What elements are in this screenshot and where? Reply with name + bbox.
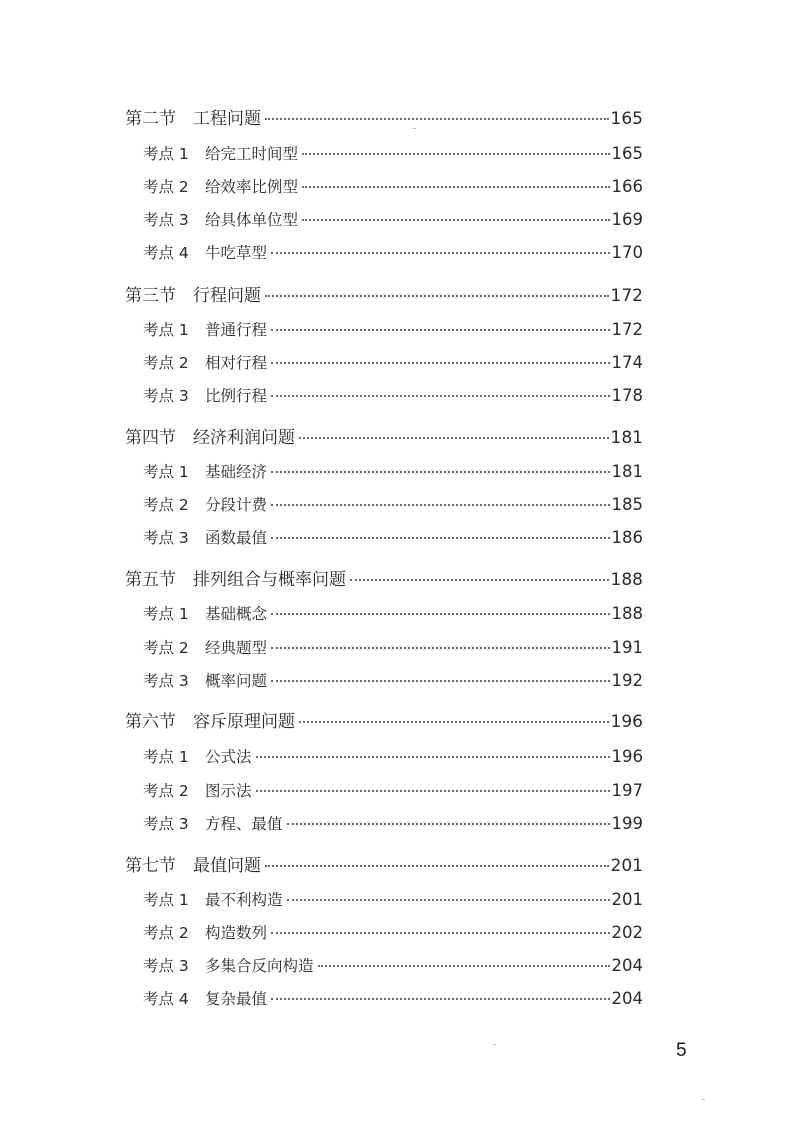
toc-section-entry bbox=[125, 108, 643, 130]
dot-leader bbox=[302, 153, 609, 155]
entry-title: 给效率比例型 bbox=[205, 178, 299, 196]
page-number: 5 bbox=[676, 1040, 687, 1061]
dot-leader bbox=[271, 252, 609, 254]
entry-title: 概率问题 bbox=[205, 672, 268, 690]
dot-leader bbox=[271, 998, 609, 1000]
entry-title: 容斥原理问题 bbox=[193, 712, 295, 732]
toc-point-entry bbox=[143, 746, 643, 768]
dot-leader bbox=[271, 932, 609, 934]
point-label: 考点 1 bbox=[143, 891, 189, 909]
scan-speck bbox=[702, 1099, 705, 1100]
point-label: 考点 1 bbox=[143, 748, 189, 766]
dot-leader bbox=[271, 537, 609, 539]
dot-leader bbox=[287, 823, 610, 825]
entry-page-number: 186 bbox=[611, 528, 643, 547]
entry-page-number: 204 bbox=[611, 956, 643, 975]
point-label: 考点 1 bbox=[143, 145, 189, 163]
toc-point-entry bbox=[143, 922, 643, 944]
entry-title: 经济利润问题 bbox=[193, 428, 295, 448]
point-label: 考点 1 bbox=[143, 605, 189, 623]
point-label: 考点 3 bbox=[143, 211, 189, 229]
toc-section-entry bbox=[125, 855, 643, 877]
entry-title: 给完工时间型 bbox=[205, 145, 299, 163]
toc-section-entry bbox=[125, 285, 643, 307]
toc-point-entry bbox=[143, 143, 643, 165]
toc-point-entry bbox=[143, 955, 643, 977]
toc-point-entry bbox=[143, 637, 643, 659]
toc-point-entry bbox=[143, 670, 643, 692]
entry-title: 排列组合与概率问题 bbox=[193, 570, 346, 590]
dot-leader bbox=[265, 865, 609, 867]
section-label: 第三节 bbox=[125, 286, 176, 306]
dot-leader bbox=[299, 721, 609, 723]
toc-point-entry bbox=[143, 494, 643, 516]
dot-leader bbox=[271, 504, 609, 506]
entry-page-number: 178 bbox=[611, 386, 643, 405]
dot-leader bbox=[350, 579, 609, 581]
entry-title: 给具体单位型 bbox=[205, 211, 299, 229]
entry-page-number: 169 bbox=[611, 210, 643, 229]
entry-page-number: 201 bbox=[610, 856, 643, 876]
entry-title: 普通行程 bbox=[205, 321, 268, 339]
toc-point-entry bbox=[143, 780, 643, 802]
point-label: 考点 3 bbox=[143, 815, 189, 833]
entry-title: 多集合反向构造 bbox=[205, 957, 314, 975]
toc-point-entry bbox=[143, 242, 643, 264]
point-label: 考点 2 bbox=[143, 496, 189, 514]
point-label: 考点 3 bbox=[143, 957, 189, 975]
point-label: 考点 2 bbox=[143, 178, 189, 196]
toc-point-entry bbox=[143, 889, 643, 911]
entry-title: 牛吃草型 bbox=[205, 244, 268, 262]
point-label: 考点 3 bbox=[143, 387, 189, 405]
dot-leader bbox=[271, 680, 609, 682]
entry-page-number: 174 bbox=[611, 353, 643, 372]
point-label: 考点 2 bbox=[143, 639, 189, 657]
entry-page-number: 172 bbox=[611, 320, 643, 339]
point-label: 考点 1 bbox=[143, 463, 189, 481]
toc-point-entry bbox=[143, 988, 643, 1010]
entry-title: 最值问题 bbox=[193, 856, 261, 876]
dot-leader bbox=[256, 790, 610, 792]
section-label: 第七节 bbox=[125, 856, 176, 876]
point-label: 考点 2 bbox=[143, 354, 189, 372]
entry-title: 公式法 bbox=[205, 748, 252, 766]
dot-leader bbox=[299, 437, 609, 439]
entry-title: 工程问题 bbox=[193, 109, 261, 129]
entry-title: 最不利构造 bbox=[205, 891, 283, 909]
entry-page-number: 204 bbox=[611, 989, 643, 1008]
toc-section-entry bbox=[125, 569, 643, 591]
section-label: 第二节 bbox=[125, 109, 176, 129]
scan-speck bbox=[413, 128, 416, 129]
entry-title: 复杂最值 bbox=[205, 990, 268, 1008]
point-label: 考点 4 bbox=[143, 990, 189, 1008]
dot-leader bbox=[302, 186, 609, 188]
toc-point-entry bbox=[143, 461, 643, 483]
dot-leader bbox=[271, 613, 609, 615]
dot-leader bbox=[265, 295, 609, 297]
toc-point-entry bbox=[143, 385, 643, 407]
toc-point-entry bbox=[143, 603, 643, 625]
dot-leader bbox=[271, 647, 609, 649]
dot-leader bbox=[271, 395, 609, 397]
entry-title: 函数最值 bbox=[205, 529, 268, 547]
dot-leader bbox=[271, 329, 609, 331]
toc-point-entry bbox=[143, 527, 643, 549]
entry-title: 分段计费 bbox=[205, 496, 268, 514]
dot-leader bbox=[287, 899, 610, 901]
entry-page-number: 196 bbox=[610, 712, 643, 732]
toc-section-entry bbox=[125, 711, 643, 733]
toc-point-entry bbox=[143, 319, 643, 341]
dot-leader bbox=[265, 118, 609, 120]
entry-page-number: 165 bbox=[610, 109, 643, 129]
dot-leader bbox=[318, 965, 610, 967]
entry-page-number: 191 bbox=[611, 638, 643, 657]
entry-title: 行程问题 bbox=[193, 286, 261, 306]
entry-page-number: 192 bbox=[611, 671, 643, 690]
entry-title: 方程、最值 bbox=[205, 815, 283, 833]
entry-page-number: 196 bbox=[611, 747, 643, 766]
point-label: 考点 3 bbox=[143, 672, 189, 690]
point-label: 考点 1 bbox=[143, 321, 189, 339]
dot-leader bbox=[256, 756, 610, 758]
toc-point-entry bbox=[143, 352, 643, 374]
entry-page-number: 197 bbox=[611, 781, 643, 800]
entry-title: 相对行程 bbox=[205, 354, 268, 372]
entry-title: 图示法 bbox=[205, 782, 252, 800]
entry-page-number: 199 bbox=[611, 814, 643, 833]
entry-title: 构造数列 bbox=[205, 924, 268, 942]
dot-leader bbox=[302, 219, 609, 221]
entry-page-number: 165 bbox=[611, 144, 643, 163]
entry-page-number: 172 bbox=[610, 286, 643, 306]
entry-page-number: 201 bbox=[611, 890, 643, 909]
entry-title: 基础概念 bbox=[205, 605, 268, 623]
section-label: 第四节 bbox=[125, 428, 176, 448]
toc-point-entry bbox=[143, 209, 643, 231]
dot-leader bbox=[271, 471, 609, 473]
entry-page-number: 170 bbox=[611, 243, 643, 262]
entry-page-number: 166 bbox=[611, 177, 643, 196]
scan-speck bbox=[493, 1044, 496, 1045]
entry-page-number: 188 bbox=[610, 570, 643, 590]
section-label: 第五节 bbox=[125, 570, 176, 590]
toc-section-entry bbox=[125, 427, 643, 449]
entry-page-number: 185 bbox=[611, 495, 643, 514]
entry-title: 基础经济 bbox=[205, 463, 268, 481]
point-label: 考点 4 bbox=[143, 244, 189, 262]
dot-leader bbox=[271, 362, 609, 364]
point-label: 考点 2 bbox=[143, 782, 189, 800]
point-label: 考点 3 bbox=[143, 529, 189, 547]
entry-page-number: 188 bbox=[611, 604, 643, 623]
entry-title: 比例行程 bbox=[205, 387, 268, 405]
entry-page-number: 181 bbox=[611, 462, 643, 481]
section-label: 第六节 bbox=[125, 712, 176, 732]
entry-page-number: 202 bbox=[611, 923, 643, 942]
point-label: 考点 2 bbox=[143, 924, 189, 942]
entry-page-number: 181 bbox=[610, 428, 643, 448]
entry-title: 经典题型 bbox=[205, 639, 268, 657]
toc-point-entry bbox=[143, 813, 643, 835]
toc-point-entry bbox=[143, 176, 643, 198]
